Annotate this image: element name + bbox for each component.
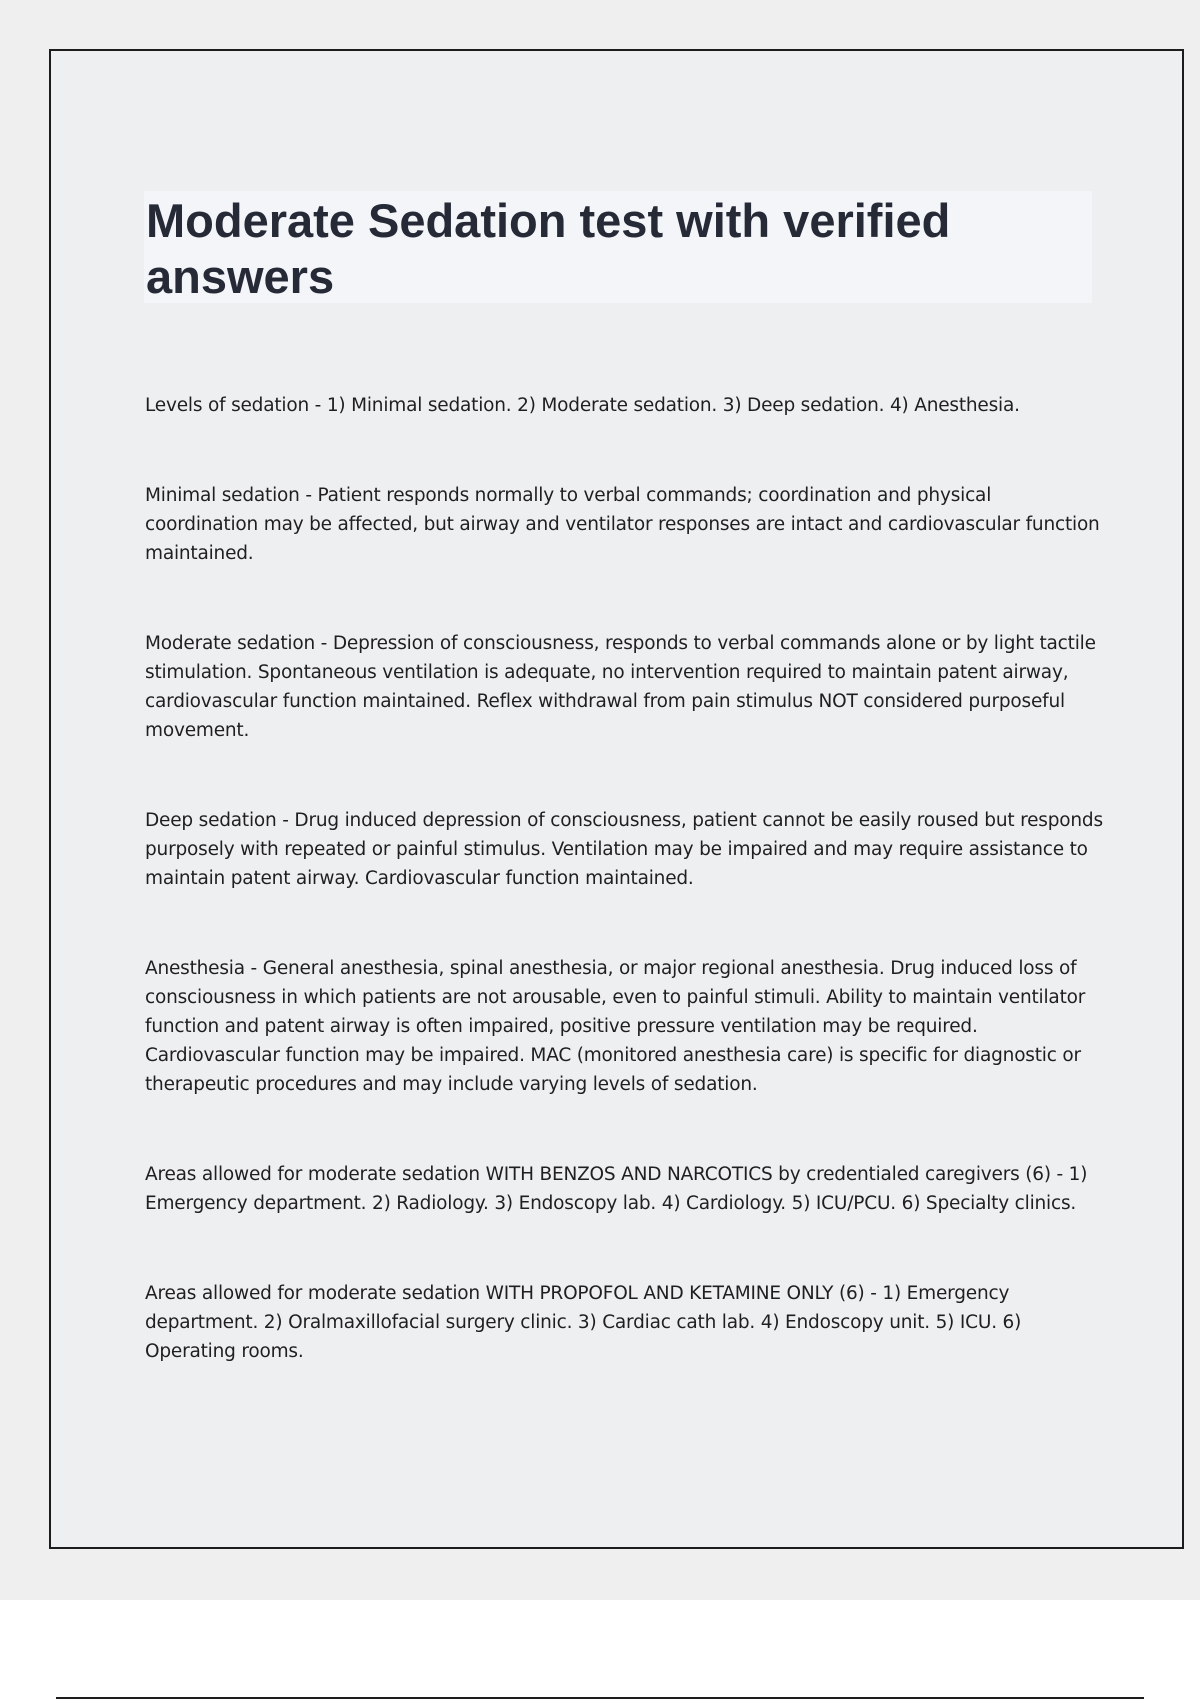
title-banner: [144, 191, 1092, 303]
qa-item-anesthesia: Anesthesia - General anesthesia, spinal anesthesia, or major regional anesthesia. Drug induced loss of consciousness in which patients are not arousable, even to painful stimuli. Ability to maintain ventilator function and patent airway is often impaired, positive pressure ventilation may be required. Cardiovascular function may be impaired. MAC (monitored anesthesia care) is specific for diagnostic or therapeutic procedures and may include varying levels of sedation.: [145, 958, 1086, 1095]
qa-item-deep-sedation: Deep sedation - Drug induced depression of consciousness, patient cannot be easily roused but responds purposely with repeated or painful stimulus. Ventilation may be impaired and may require assistance to maintain patent airway. Cardiovascular function maintained.: [145, 810, 1103, 889]
qa-item-areas-propofol-ketamine: Areas allowed for moderate sedation WITH PROPOFOL AND KETAMINE ONLY (6) - 1) Emergency department. 2) Oralmaxillofacial surgery clinic. 3) Cardiac cath lab. 4) Endoscopy unit. 5) ICU. 6) Operating rooms.: [145, 1283, 1022, 1362]
document-title: Moderate Sedation test with verified answers: [146, 194, 951, 303]
document-page: [49, 49, 1184, 1549]
qa-item-levels-of-sedation: Levels of sedation - 1) Minimal sedation. 2) Moderate sedation. 3) Deep sedation. 4) Anesthesia.: [145, 395, 1020, 416]
qa-item-areas-benzos-narcotics: Areas allowed for moderate sedation WITH BENZOS AND NARCOTICS by credentialed caregivers (6) - 1) Emergency department. 2) Radiology. 3) Endoscopy lab. 4) Cardiology. 5) ICU/PCU. 6) Specialty clinics.: [145, 1164, 1088, 1214]
qa-list: [145, 391, 1105, 1366]
qa-item-moderate-sedation: Moderate sedation - Depression of consciousness, responds to verbal commands alone or by light tactile stimulation. Spontaneous ventilation is adequate, no intervention required to maintain patent airway, cardiovascular function maintained. Reflex withdrawal from pain stimulus NOT considered purposeful movement.: [145, 633, 1096, 741]
qa-item-minimal-sedation: Minimal sedation - Patient responds normally to verbal commands; coordination and physical coordination may be affected, but airway and ventilator responses are intact and cardiovascular function maintained.: [145, 485, 1100, 564]
footer-divider: [56, 1697, 1144, 1699]
